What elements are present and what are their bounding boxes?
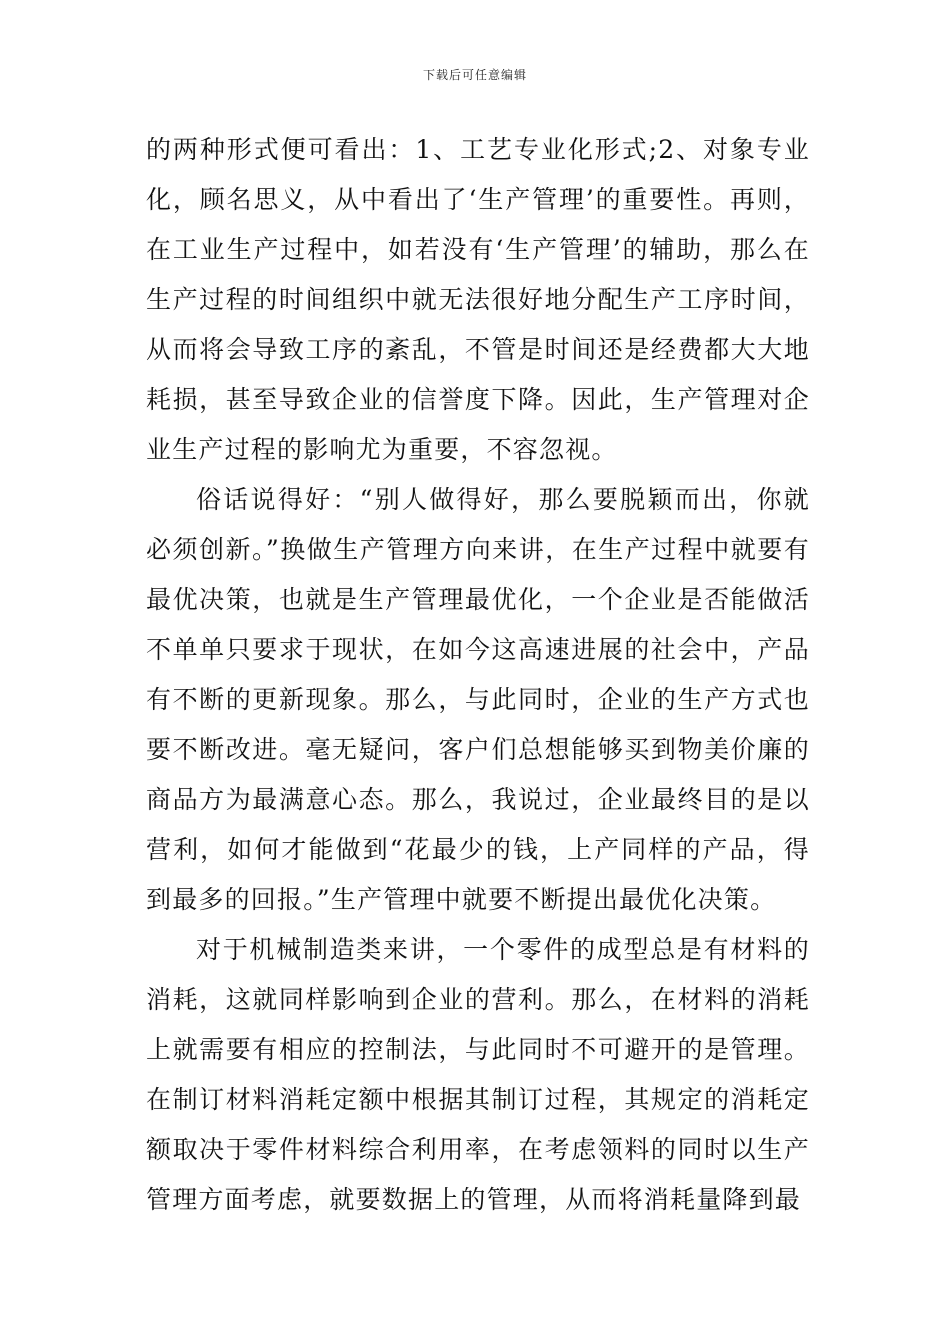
document-body — [146, 125, 810, 1225]
page-header: 下载后可任意编辑 — [422, 68, 527, 82]
paragraph-3: 对于机械制造类来讲，一个零件的成型总是有材料的消耗，这就同样影响到企业的营利。那么，在材料的消耗上就需要有相应的控制法，与此同时不可避开的是管理。在制订材料消耗定额中根据其制订过程，其规定的消耗定额取决于零件材料综合利用率，在考虑领料的同时以生产管理方面考虑，就要数据上的管理，从而将消耗量降到最 — [146, 935, 810, 1214]
paragraph-1: 的两种形式便可看出：1、工艺专业化形式;2、对象专业化，顾名思义，从中看出了‘生产管理’的重要性。再则，在工业生产过程中，如若没有‘生产管理’的辅助，那么在生产过程的时间组织中就无法很好地分配生产工序时间，从而将会导致工序的紊乱，不管是时间还是经费都大大地耗损，甚至导致企业的信誉度下降。因此，生产管理对企业生产过程的影响尤为重要，不容忽视。 — [146, 135, 810, 464]
paragraph-2: 俗话说得好：“别人做得好，那么要脱颖而出，你就必须创新。”换做生产管理方向来讲，在生产过程中就要有最优决策，也就是生产管理最优化，一个企业是否能做活不单单只要求于现状，在如今这高速进展的社会中，产品有不断的更新现象。那么，与此同时，企业的生产方式也要不断改进。毫无疑问，客户们总想能够买到物美价廉的商品方为最满意心态。那么，我说过，企业最终目的是以营利，如何才能做到“花最少的钱，上产同样的产品，得到最多的回报。”生产管理中就要不断提出最优化决策。 — [146, 485, 810, 914]
